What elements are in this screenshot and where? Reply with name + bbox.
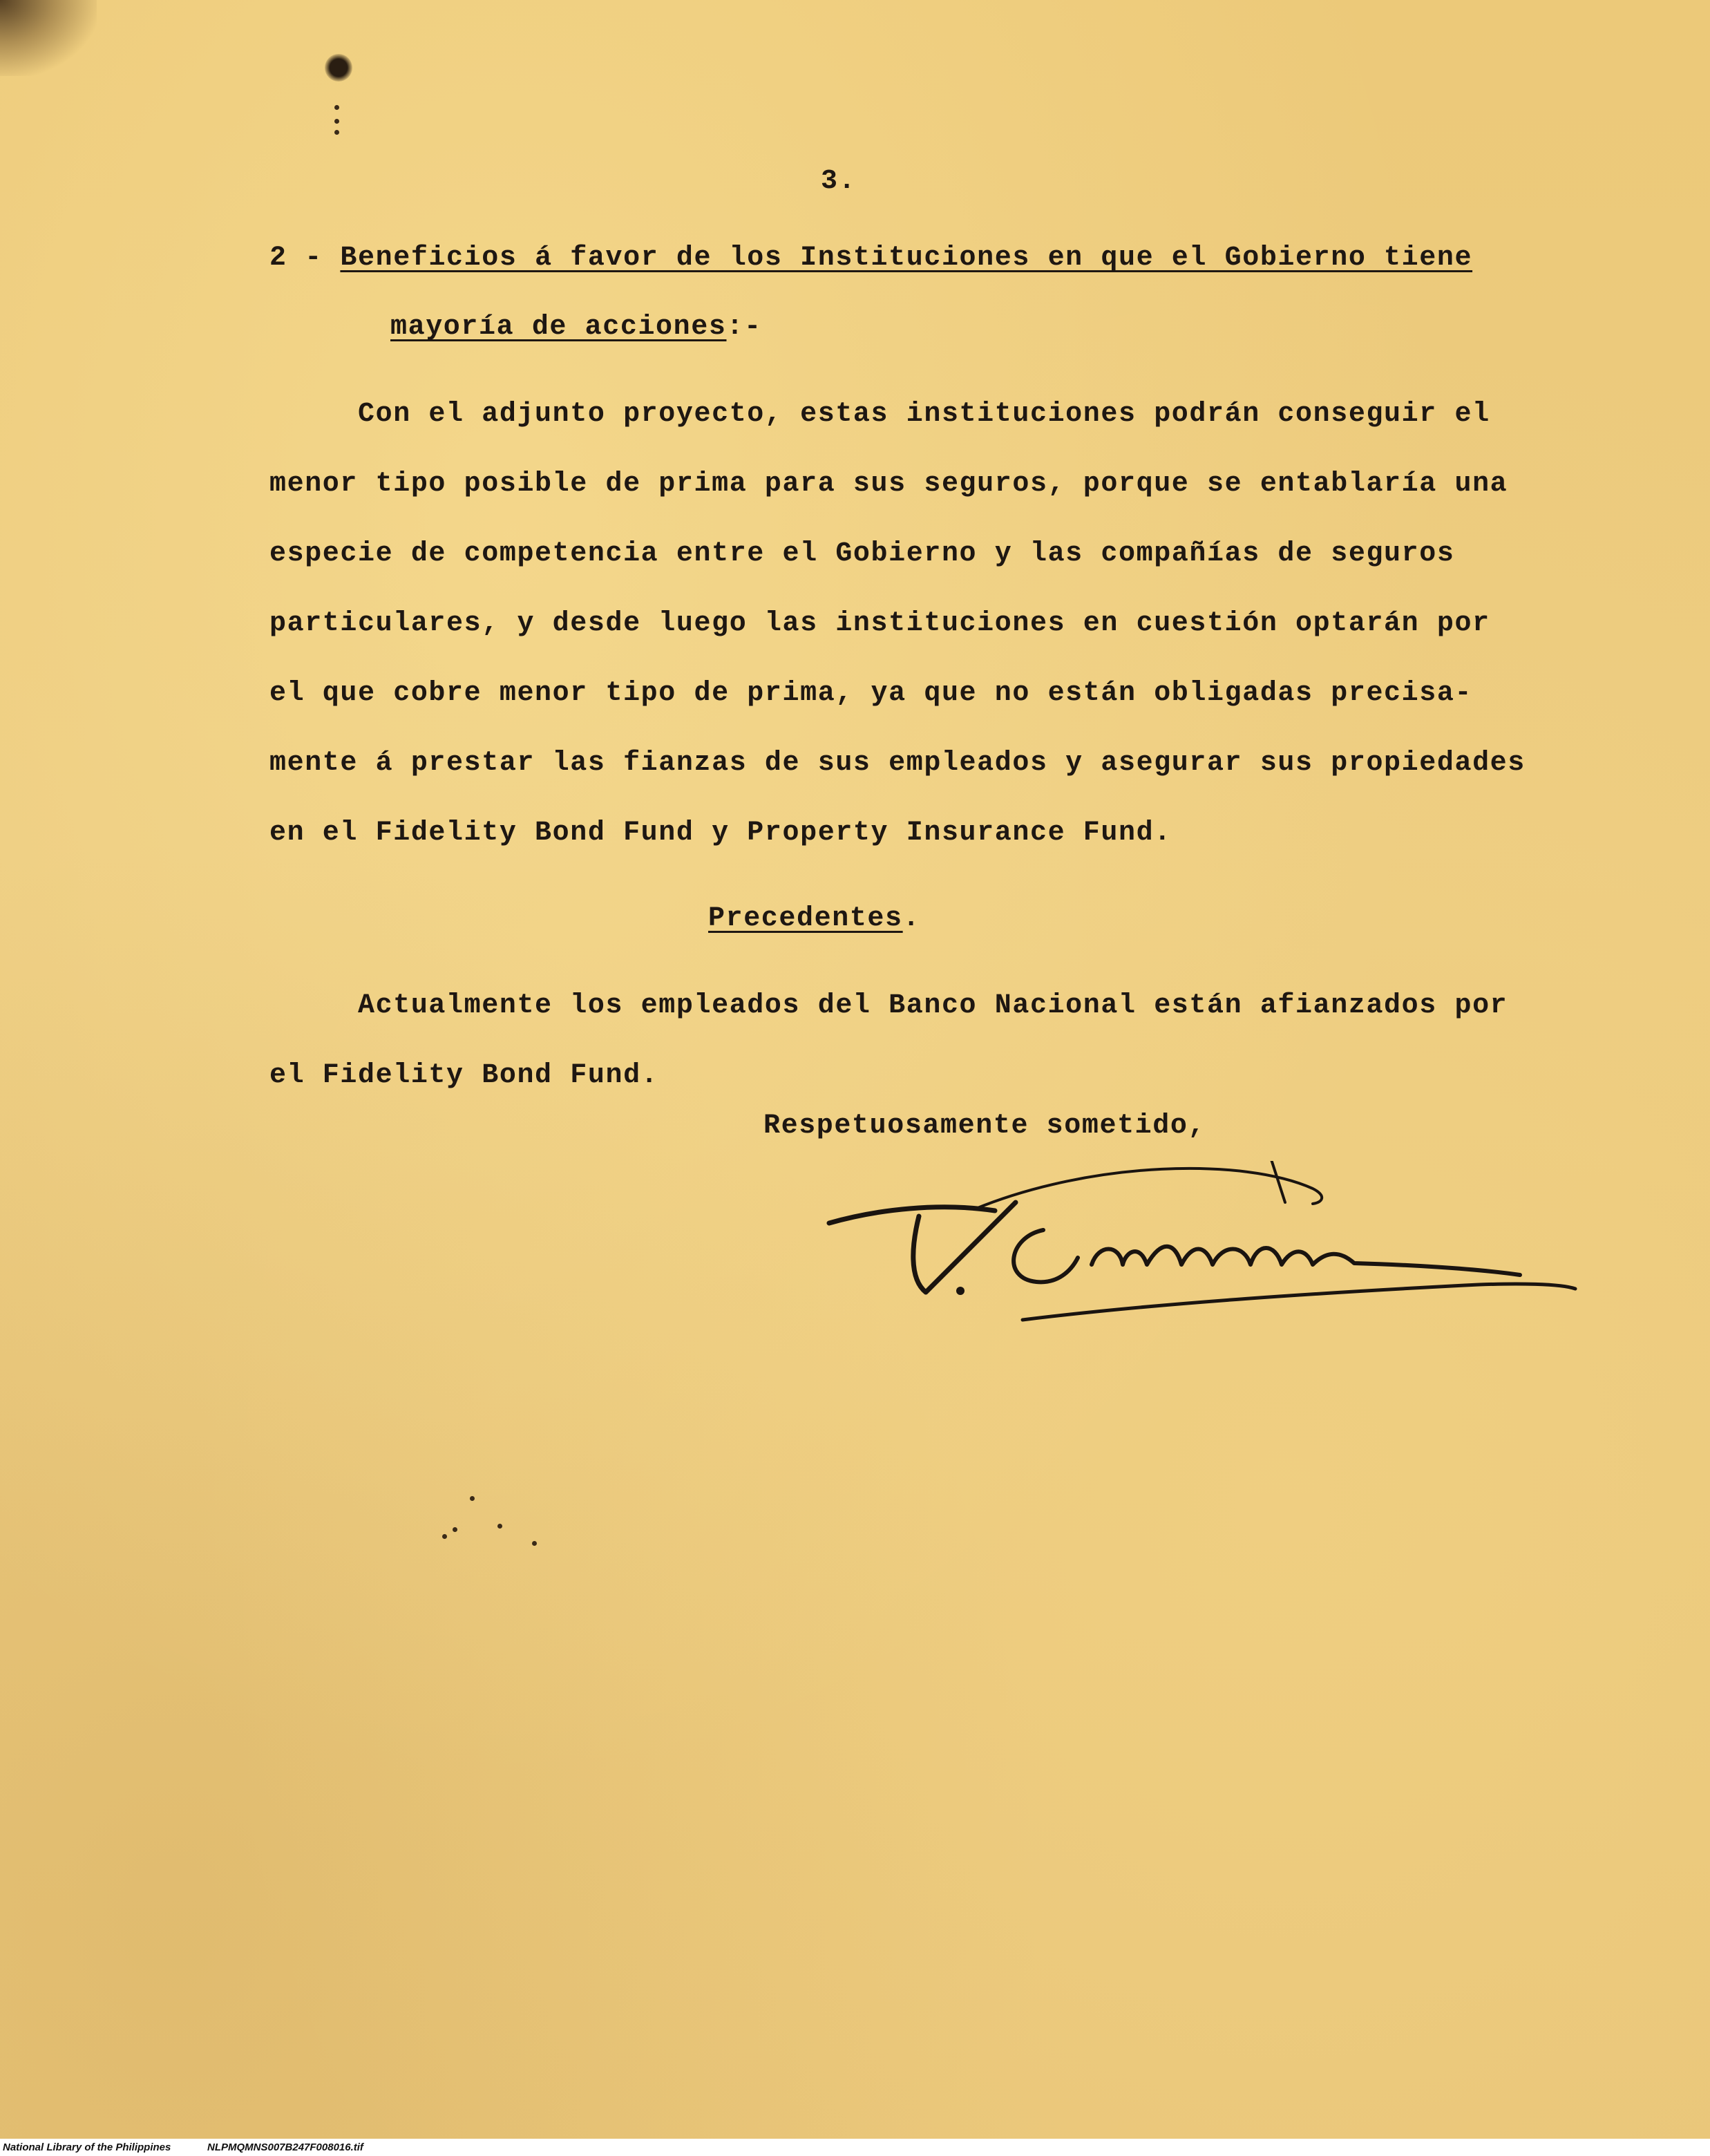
page-number: 3. (821, 166, 857, 197)
ink-dot (334, 130, 339, 135)
subheading-suffix: . (902, 903, 921, 934)
subheading-precedentes (708, 902, 920, 936)
ink-blot (325, 54, 352, 82)
ink-dot (497, 1524, 502, 1529)
handwritten-signature (815, 1161, 1610, 1341)
closing-line: Respetuosamente sometido, (763, 1110, 1206, 1142)
ink-dot (470, 1496, 475, 1501)
ink-dot (453, 1527, 457, 1532)
ink-dot (442, 1534, 447, 1539)
footer-filename: NLPMQMNS007B247F008016.tif (207, 2141, 363, 2153)
footer-institution: National Library of the Philippines (3, 2141, 171, 2153)
section-heading-line2 (390, 310, 762, 345)
section-heading-suffix: :- (726, 312, 762, 343)
ink-dot (532, 1541, 537, 1546)
corner-stain (0, 0, 97, 76)
paragraph-precedents: Actualmente los empleados del Banco Nacional están afianzados por el Fidelity Bond Fund. (269, 990, 1508, 1091)
section-heading-text: Beneficios á favor de los Instituciones en que el Gobierno tiene (340, 243, 1473, 274)
section-heading-continuation: mayoría de acciones (390, 312, 727, 343)
section-heading-line1 (269, 241, 1472, 276)
paragraph-benefits: Con el adjunto proyecto, estas instituciones podrán conseguir el menor tipo posible de prima para sus seguros, porque se entablaría una especie de competencia entre el Gobierno y las compañías de seguros particulares, y desde luego las instituciones en cuestión optarán por el que cobre menor tipo de prima, ya que no están obligadas precisa- mente á prestar las fianzas de sus empleados y asegurar sus propiedades en el Fidelity Bond Fund y Property Insurance Fund. (269, 399, 1526, 849)
ink-dot (334, 105, 339, 110)
subheading-text: Precedentes (708, 903, 903, 934)
section-number: 2 - (269, 243, 341, 274)
ink-dot (334, 119, 339, 124)
archive-footer (0, 2139, 1710, 2156)
